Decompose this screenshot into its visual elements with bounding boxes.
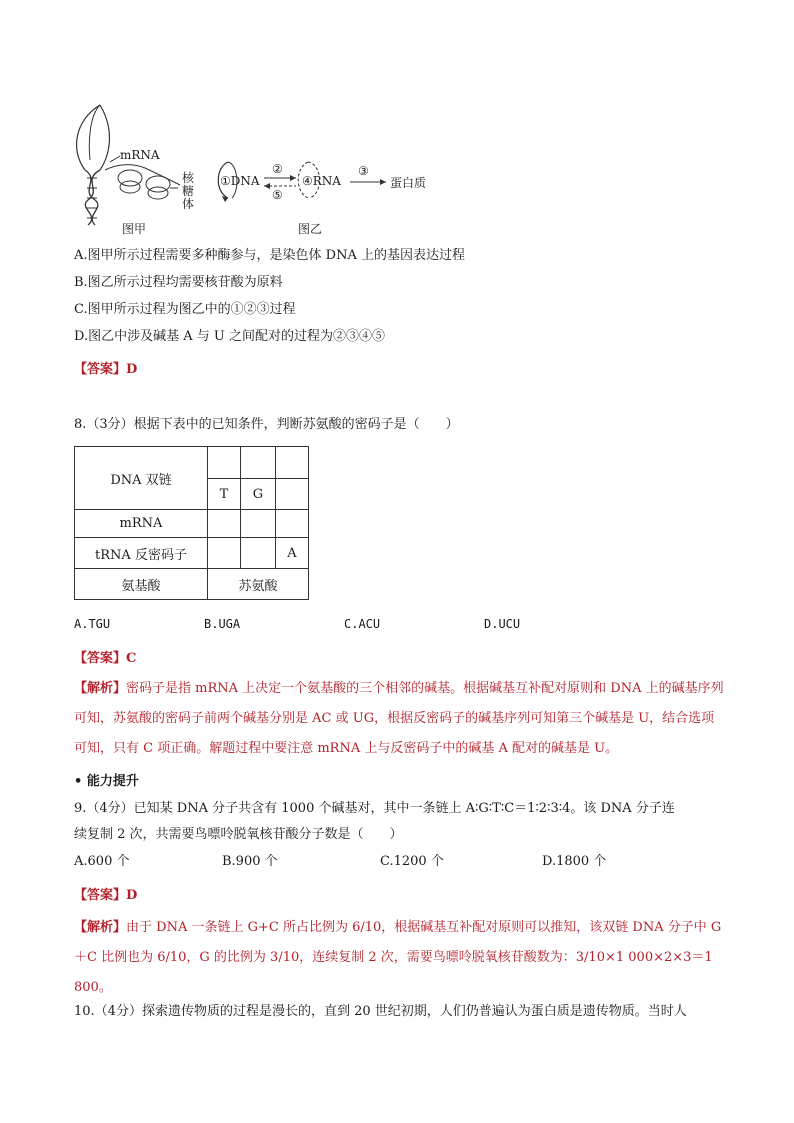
step-5-label: ⑤ <box>272 188 283 202</box>
q8-option-d: D.UCU <box>484 617 521 631</box>
trna-row-label: tRNA 反密码子 <box>75 538 208 569</box>
q9-stem-line2: 续复制 2 次，共需要鸟嘌呤脱氧核苷酸分子数是（ ） <box>74 827 403 842</box>
q9-analysis <box>74 913 724 1003</box>
q8-option-c: C.ACU <box>344 617 381 631</box>
answer-value: C <box>126 651 137 666</box>
q10-stem: 10.（4分）探索遗传物质的过程是漫长的，直到 20 世纪初期，人们仍普遍认为蛋白质是遗传物质。当时人 <box>74 1004 687 1019</box>
caption-yi: 图乙 <box>298 222 323 236</box>
q9-option-d: D.1800 个 <box>542 854 607 869</box>
node-dna: ①DNA <box>220 174 260 188</box>
step-3-label: ③ <box>358 164 369 178</box>
answer-label: 【答案】 <box>74 362 127 377</box>
q9-answer <box>74 887 137 905</box>
figure-jia <box>70 100 210 240</box>
q7-answer <box>74 361 137 379</box>
amino-acid-value: 苏氨酸 <box>208 569 309 600</box>
q7-option-a: A.图甲所示过程需要多种酶参与，是染色体 DNA 上的基因表达过程 <box>74 248 465 263</box>
q8-option-a: A.TGU <box>74 617 111 631</box>
table-cell <box>208 538 241 569</box>
table-cell: T <box>208 479 241 510</box>
q8-option-b: B.UGA <box>204 617 241 631</box>
node-rna: ④RNA <box>302 174 341 188</box>
answer-value: D <box>126 362 138 377</box>
q9-option-b: B.900 个 <box>222 854 278 869</box>
table-cell: G <box>241 479 276 510</box>
transcription-translation-diagram <box>70 100 210 240</box>
q9-option-a: A.600 个 <box>74 854 130 869</box>
q8-analysis <box>74 674 724 764</box>
analysis-label: 【解析】 <box>74 681 127 696</box>
mrna-row-label: mRNA <box>75 510 208 538</box>
mrna-label: mRNA <box>120 148 160 162</box>
table-cell <box>241 538 276 569</box>
caption-jia: 图甲 <box>122 222 147 236</box>
central-dogma-diagram <box>210 150 470 240</box>
figure-yi <box>210 150 470 240</box>
answer-label: 【答案】 <box>74 888 127 903</box>
analysis-label: 【解析】 <box>74 920 127 935</box>
q7-option-d: D.图乙中涉及碱基 A 与 U 之间配对的过程为②③④⑤ <box>74 329 385 344</box>
q9-stem-line1: 9.（4分）已知某 DNA 分子共含有 1000 个碱基对，其中一条链上 A∶G∶T∶C＝1∶2∶3∶4。该 DNA 分子连 <box>74 801 675 816</box>
answer-label: 【答案】 <box>74 651 127 666</box>
product-label: 蛋白质 <box>390 176 427 190</box>
dna-strand-label: DNA 双链 <box>75 447 208 510</box>
table-cell <box>276 479 309 510</box>
q7-option-b: B.图乙所示过程均需要核苷酸为原料 <box>74 275 283 290</box>
q9-option-c: C.1200 个 <box>380 854 444 869</box>
table-cell: A <box>276 538 309 569</box>
section-title: • 能力提升 <box>74 774 139 789</box>
ribosome-label: 核 糖 体 <box>182 171 195 211</box>
answer-value: D <box>126 888 138 903</box>
q8-stem: 8.（3分）根据下表中的已知条件，判断苏氨酸的密码子是（ ） <box>74 417 459 432</box>
analysis-text: 密码子是指 mRNA 上决定一个氨基酸的三个相邻的碱基。根据碱基互补配对原则和 DNA 上的碱基序列可知，苏氨酸的密码子前两个碱基分别是 AC 或 UG，根据反密码子的碱基序列可知第三个碱基是 U，结合选项可知，只有 C 项正确。解题过程中要注意 mRNA 上与反密码子中的碱基 A 配对的碱基是 U。 <box>74 681 724 756</box>
q7-option-c: C.图甲所示过程为图乙中的①②③过程 <box>74 302 296 317</box>
codon-table <box>74 446 309 600</box>
analysis-text: 由于 DNA 一条链上 G+C 所占比例为 6/10，根据碱基互补配对原则可以推知，该双链 DNA 分子中 G＋C 比例也为 6/10，G 的比例为 3/10，连续复制 2 次，需要鸟嘌呤脱氧核苷酸数为：3/10×1 000×2×3＝1 800。 <box>74 920 722 995</box>
q8-answer <box>74 650 136 668</box>
amino-acid-label: 氨基酸 <box>75 569 208 600</box>
step-2-label: ② <box>272 162 283 176</box>
